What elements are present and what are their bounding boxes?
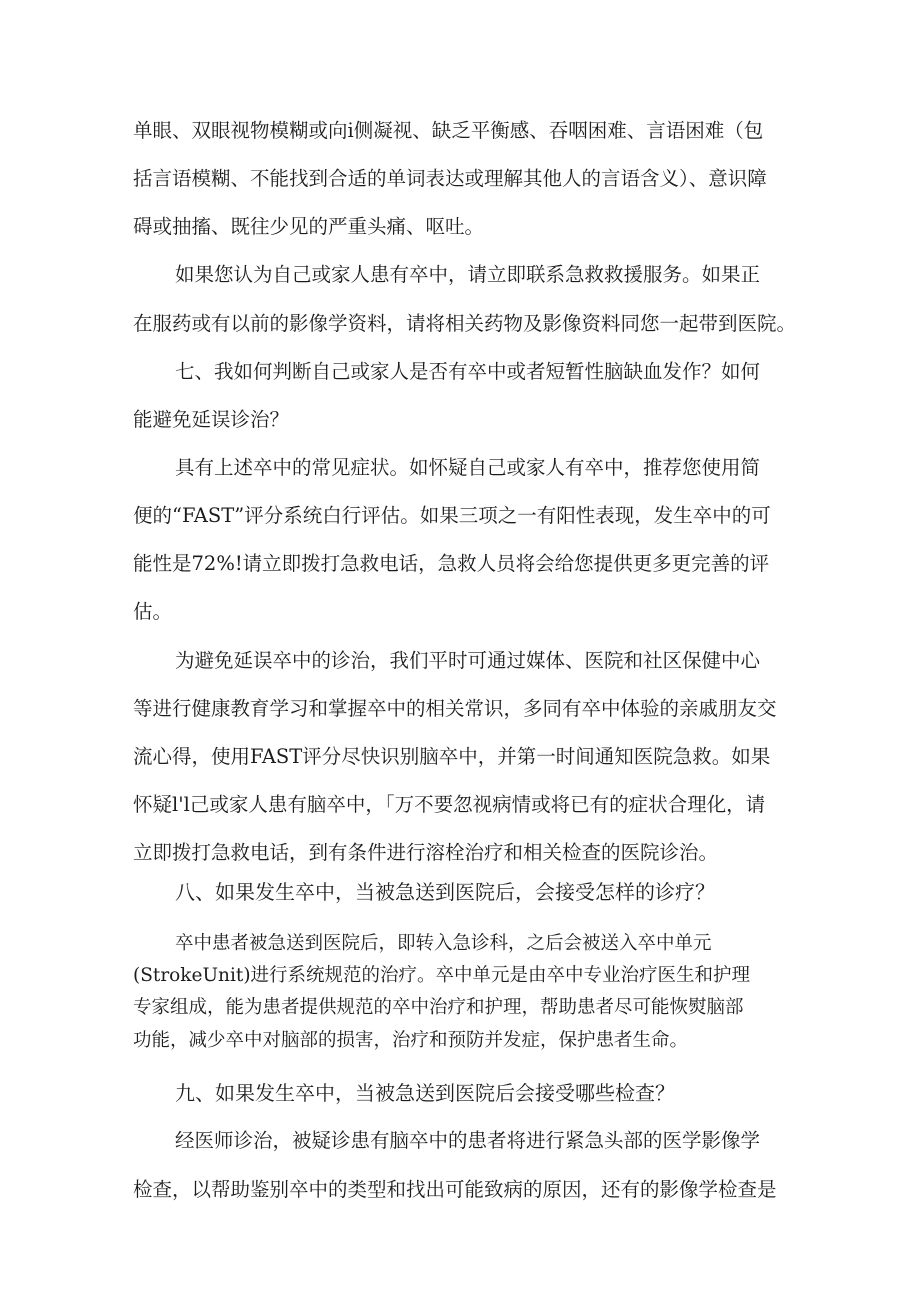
paragraph-line: 专家组成，能为患者提供规范的卒中治疗和护理，帮助患者尽可能恢熨脑部: [133, 997, 744, 1018]
section-question-line: 七、我如何判断自己或家人是否有卒中或者短暂性脑缺血发作？如何: [175, 360, 761, 383]
paragraph-line: 为避免延误卒中的诊治，我们平时可通过媒体、医院和社区保健中心: [175, 649, 761, 672]
paragraph-line: 怀疑l'l己或家人患有脑卒中，「万不要忽视病情或将已有的症状合理化，请: [133, 793, 766, 816]
paragraph-line: 立即拨打急救电话，到有条件进行溶栓治疗和相关检查的医院诊治。: [133, 841, 719, 864]
paragraph-line: 卒中患者被急送到医院后，即转入急诊科，之后会被送入卒中单元: [175, 933, 712, 954]
paragraph-line: 等进行健康教育学习和掌握卒中的相关常识，多同有卒中体验的亲戚朋友交: [133, 697, 777, 720]
paragraph-line: 能性是72%!请立即拨打急救电话，急救人员将会给您提供更多更完善的评: [133, 552, 770, 575]
paragraph-line: 括言语模糊、不能找到合适的单词表达或理解其他人的言语含义）、意识障: [133, 167, 767, 190]
paragraph-line: 检查，以帮助鉴别卒中的类型和找出可能致病的原因，还有的影像学检查是: [133, 1178, 777, 1201]
section-heading: 八、如果发生卒中，当被急送到医院后，会接受怎样的诊疗？: [175, 880, 715, 904]
paragraph-line: 便的“FAST”评分系统白行评估。如果三项之一有阳性表现，发生卒中的可: [133, 504, 771, 527]
paragraph-line: 估。: [133, 600, 173, 623]
paragraph-line: 流心得，使用FAST评分尽快识别脑卒中，并第一时间通知医院急救。如果: [133, 745, 771, 768]
paragraph-line: (StrokeUnit)进行系统规范的治疗。卒中单元是由卒中专业治疗医生和护理: [133, 965, 751, 986]
section-heading: 九、如果发生卒中，当被急送到医院后会接受哪些检查？: [175, 1081, 675, 1105]
section-question-line: 能避免延误诊治？: [133, 408, 290, 431]
paragraph-line: 碍或抽搐、既往少见的严重头痛、呕吐。: [133, 215, 485, 238]
paragraph-line: 单眼、双眼视物模糊或向i侧凝视、缺乏平衡感、吞咽困难、言语困难（包: [133, 119, 764, 142]
paragraph-line: 具有上述卒中的常见症状。如怀疑自己或家人有卒中，推荐您使用简: [175, 456, 761, 479]
paragraph-line: 如果您认为自己或家人患有卒中，请立即联系急救救援服务。如果正: [175, 263, 761, 286]
paragraph-line: 功能，减少卒中对脑部的损害，治疗和预防并发症，保护患者生命。: [133, 1030, 689, 1051]
paragraph-line: 在服药或有以前的影像学资料，请将相关药物及影像资料同您一起带到医院。: [133, 312, 797, 335]
paragraph-line: 经医师诊治，被疑诊患有脑卒中的患者将进行紧急头部的医学影像学: [175, 1129, 761, 1152]
